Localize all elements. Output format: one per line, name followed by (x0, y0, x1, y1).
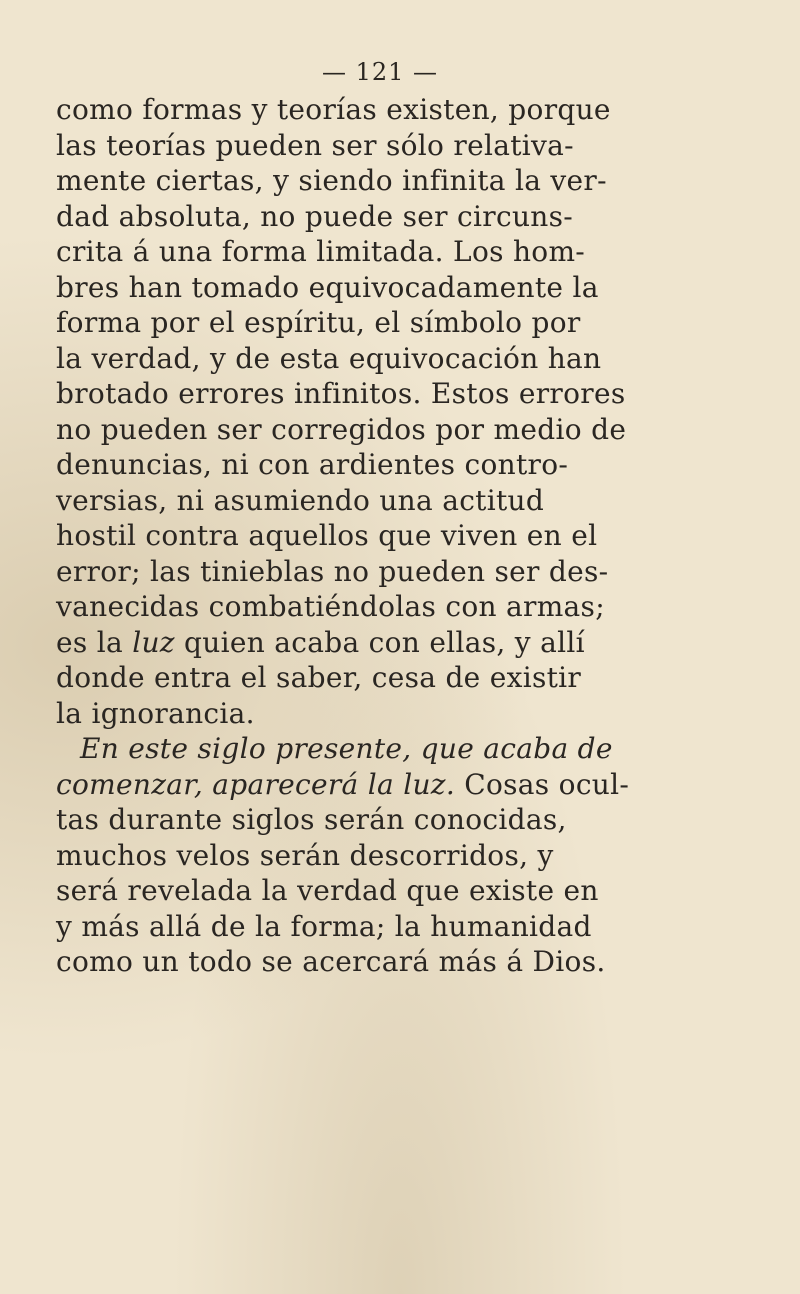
text-line (56, 731, 746, 767)
text-line (56, 625, 746, 661)
italic-word-luz: luz (132, 625, 175, 659)
italic-phrase: comenzar, aparecerá la luz. (56, 767, 456, 801)
text-line: vanecidas combatiéndolas con armas; (56, 590, 605, 623)
text-line: brotado errores infinitos. Estos errores (56, 377, 626, 410)
text-line: muchos velos serán descorridos, y (56, 838, 554, 872)
text-line: hostil contra aquellos que viven en el (56, 519, 598, 552)
text-line: la verdad, y de esta equivocación han (56, 341, 602, 375)
text-line: y más allá de la forma; la humanidad (56, 909, 592, 943)
text-line: crita á una forma limitada. Los hom- (56, 235, 586, 268)
text-line: dad absoluta, no puede ser circuns- (56, 199, 574, 233)
text-line: como formas y teorías existen, porque (56, 93, 611, 126)
text-line (56, 767, 746, 803)
body-text (56, 92, 746, 980)
page-number: — 121 — (321, 58, 439, 86)
text-line: será revelada la verdad que existe en (56, 874, 599, 907)
text-line: no pueden ser corregidos por medio de (56, 412, 627, 446)
text-line: tas durante siglos serán conocidas, (56, 803, 567, 836)
text-line: como un todo se acercará más á Dios. (56, 945, 606, 978)
text-line: la ignorancia. (56, 696, 255, 730)
text-line: error; las tinieblas no pueden ser des- (56, 554, 609, 588)
text-segment: Cosas ocul- (455, 767, 630, 801)
text-line: denuncias, ni con ardientes contro- (56, 448, 569, 481)
text-line: las teorías pueden ser sólo relativa- (56, 128, 574, 162)
text-line: donde entra el saber, cesa de existir (56, 661, 582, 694)
text-line: mente ciertas, y siendo infinita la ver- (56, 164, 607, 197)
text-line: bres han tomado equivocadamente la (56, 270, 599, 304)
text-segment: es la (56, 625, 133, 659)
text-line: forma por el espíritu, el símbolo por (56, 306, 581, 339)
text-segment: quien acaba con ellas, y allí (174, 625, 585, 659)
text-line: versias, ni asumiendo una actitud (56, 483, 545, 517)
italic-phrase: En este siglo presente, que acaba de (80, 732, 613, 765)
